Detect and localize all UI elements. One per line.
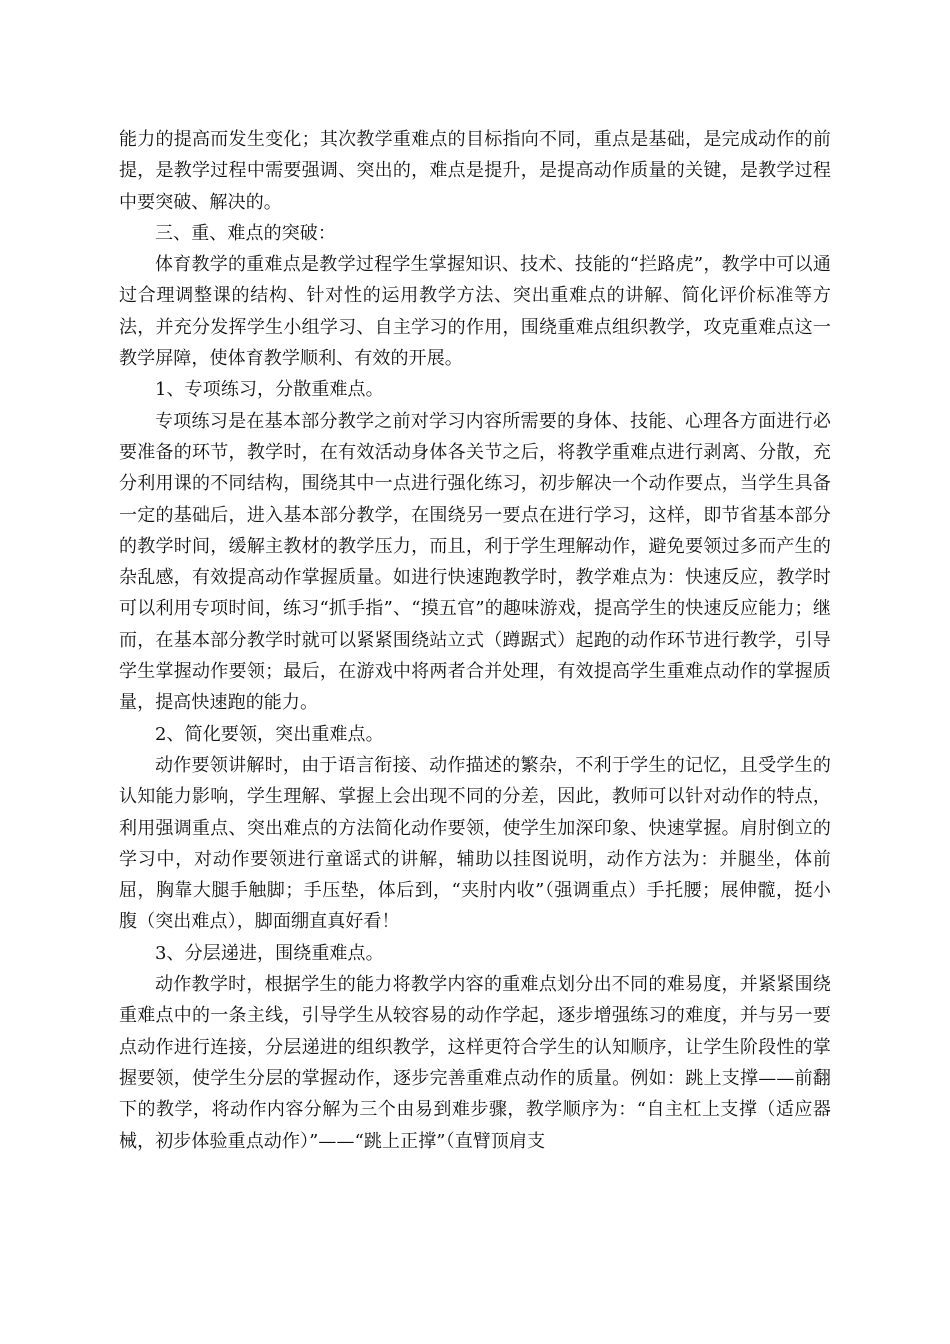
subsection-heading: 3、分层递进，围绕重难点。 (155, 942, 384, 964)
paragraph: 动作教学时，根据学生的能力将教学内容的重难点划分出不同的难易度，并紧紧围绕重难点中的一条主线，引导学生从较容易的动作学起，逐步增强练习的难度，并与另一要点动作进行连接，分层递进的组织教学，这样更符合学生的认知顺序，让学生阶段性的掌握要领，使学生分层的掌握动作，逐步完善重难点动作的质量。例如：跳上支撑——前翻下的教学，将动作内容分解为三个由易到难步骤，教学顺序为：“自主杠上支撑（适应器械，初步体验重点动作）”——“跳上正撑”（直臂顶肩支 (119, 974, 831, 1152)
paragraph: 动作要领讲解时，由于语言衔接、动作描述的繁杂，不利于学生的记忆，且受学生的认知能力影响，学生理解、掌握上会出现不同的分差，因此，教师可以针对动作的特点，利用强调重点、突出难点的方法简化动作要领，使学生加深印象、快速掌握。肩肘倒立的学习中，对动作要领进行童谣式的讲解，辅助以挂图说明，动作方法为：并腿坐，体前屈，胸靠大腿手触脚；手压垫，体后到，“夹肘内收”（强调重点）手托腰；展伸髋，挺小腹（突出难点），脚面绷直真好看！ (119, 754, 831, 933)
subsection-heading: 1、专项练习，分散重难点。 (155, 379, 384, 401)
section-heading: 三、重、难点的突破： (155, 222, 336, 244)
subsection-heading: 2、简化要领，突出重难点。 (155, 723, 384, 745)
paragraph: 专项练习是在基本部分教学之前对学习内容所需要的身体、技能、心理各方面进行必要准备的环节，教学时，在有效活动身体各关节之后，将教学重难点进行剥离、分散，充分利用课的不同结构，围绕其中一点进行强化练习，初步解决一个动作要点，当学生具备一定的基础后，进入基本部分教学，在围绕另一要点在进行学习，这样，即节省基本部分的教学时间，缓解主教材的教学压力，而且，利于学生理解动作，避免要领过多而产生的杂乱感，有效提高动作掌握质量。如进行快速跑教学时，教学难点为：快速反应，教学时可以利用专项时间，练习“抓手指”、“摸五官”的趣味游戏，提高学生的快速反应能力；继而，在基本部分教学时就可以紧紧围绕站立式（蹲踞式）起跑的动作环节进行教学，引导学生掌握动作要领；最后，在游戏中将两者合并处理，有效提高学生重难点动作的掌握质量，提高快速跑的能力。 (119, 410, 831, 714)
paragraph: 能力的提高而发生变化；其次教学重难点的目标指向不同，重点是基础，是完成动作的前提，是教学过程中需要强调、突出的，难点是提升，是提高动作质量的关键，是教学过程中要突破、解决的。 (119, 129, 831, 213)
document-body (119, 124, 831, 1157)
paragraph: 体育教学的重难点是教学过程学生掌握知识、技术、技能的“拦路虎”，教学中可以通过合理调整课的结构、针对性的运用教学方法、突出重难点的讲解、简化评价标准等方法，并充分发挥学生小组学习、自主学习的作用，围绕重难点组织教学，攻克重难点这一教学屏障，使体育教学顺利、有效的开展。 (119, 254, 831, 370)
